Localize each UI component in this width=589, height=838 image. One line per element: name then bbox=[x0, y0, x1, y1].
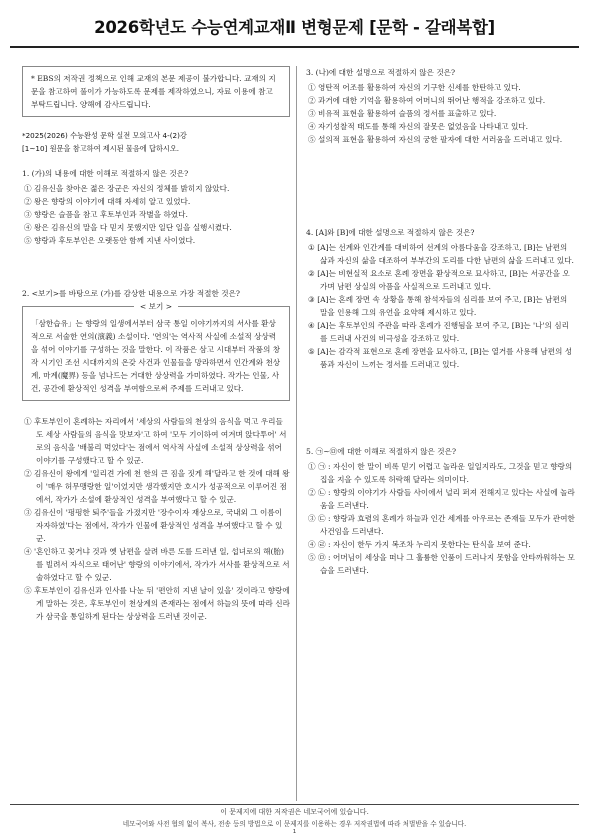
question-2-option: ② 김유신이 왕에게 '일리견 가에 천 한의 큰 짐을 짓게 해'달라고 한 것에 대해 왕이 '매우 허무맹랑한 일'이었지만 생각했지만 호시가 성공적으로 이루어진 점에서, 작가가 소설에 환상적인 성격을 부여했다고 할 수 있군. bbox=[24, 469, 290, 504]
instruction-line: [1~10] 원문을 참고하여 제시된 물음에 답하시오. bbox=[22, 144, 180, 153]
question-5-stem: 5. ㉠~㉤에 대한 이해로 적절하지 않은 것은? bbox=[306, 447, 457, 456]
copyright-notice-text: * EBS의 저작권 정책으로 인해 교재의 본문 제공이 불가합니다. 교재의 지문을 참고하여 풀이가 가능하도록 문제를 제작하였으니, 자료 이용에 참고 부탁드립니다. 양해에 감사드립니다. bbox=[31, 74, 276, 109]
footer-rule bbox=[10, 804, 579, 805]
question-5 bbox=[306, 445, 576, 577]
question-4-stem: 4. [A]와 [B]에 대한 설명으로 적절하지 않은 것은? bbox=[306, 228, 475, 237]
page-title: 2026학년도 수능연계교재Ⅱ 변형문제 [문학 - 갈래복합] bbox=[94, 18, 495, 37]
question-2-stem: 2. <보기>를 바탕으로 (가)를 감상한 내용으로 가장 적절한 것은? bbox=[22, 289, 240, 298]
question-3-option: ④ 자기성찰적 태도를 통해 자신의 잘못은 없었음을 나타내고 있다. bbox=[308, 122, 529, 131]
footer-warning: 네모국어와 사전 협의 없이 복사, 전송 등의 방법으로 이 문제지를 이용하는 경우 저작권법에 따라 처벌받을 수 있습니다. bbox=[122, 820, 467, 828]
question-1-option: ② 왕은 향랑의 이야기에 대해 자세히 알고 있었다. bbox=[24, 197, 191, 206]
question-2-option: ① 후토부인이 혼례하는 자리에서 '세상의 사람들의 천상의 음식을 먹고 우리들도 세상 사람들의 음식을 맛보자'고 하여 '모두 기이하여 여겨며 앉다투어' 서로의 음식을 '배불리 먹었다'는 점에서 역사적 사실에 소설적 상상력을 섞어 이야기를 구성했다고 할 수 있군. bbox=[24, 417, 287, 465]
question-5-option: ③ ㉢ : 향랑과 효렴의 혼례가 하늘과 인간 세계를 아우르는 존재들 모두가 관여한 사건임을 드러낸다. bbox=[308, 514, 575, 536]
bogi-text: 「삼한습유」는 향랑의 일생에서부터 삼국 통일 이야기까지의 서사를 환상적으로 서술한 연의(演義) 소설이다. '연의'는 역사적 사실에 소설적 상상력을 섞어 이야기를 구성하는 것을 말한다. 이 작품은 삼고 시대부터 작품의 창작 시기인 조선 시대까지의 온갖 사건과 인물들을 망라하면서 인간계와 천상계, 마계(魔界) 등을 넘나드는 거대한 상상력을 가미하였다. 작가는 인물, 사건, 공간에 환상적인 성격을 부여함으로써 주제를 드러내고 있다. bbox=[31, 319, 281, 393]
left-column bbox=[22, 66, 290, 623]
copyright-notice-box bbox=[22, 66, 290, 117]
question-4-option: ⑤ [A]는 감각적 표현으로 혼례 장면을 묘사하고, [B]는 열거를 사용해 남편의 성품과 자신이 느끼는 정서를 드러내고 있다. bbox=[308, 347, 573, 369]
header-rule bbox=[10, 46, 579, 48]
question-4-option: ② [A]는 비현실적 요소로 혼례 장면을 환상적으로 묘사하고, [B]는 서공간을 오가며 남편 상실의 아픔을 사실적으로 드러내고 있다. bbox=[308, 269, 570, 291]
page-header bbox=[0, 0, 589, 56]
right-column bbox=[306, 66, 576, 577]
question-5-option: ④ ㉣ : 자신이 한두 가지 복조차 누리지 못한다는 탄식을 보여 준다. bbox=[308, 540, 531, 549]
question-2-option: ⑤ 후토부인이 김유신과 인사를 나눈 뒤 '편안히 지낸 날이 있을' 것이라고 향랑에게 말하는 것은, 후토부인이 천상계의 존재라는 점에서 하늘의 뜻에 따라 신라가 삼국을 통일하게 된다는 상상력을 드러낸 것이군. bbox=[24, 586, 290, 621]
question-4-option: ③ [A]는 혼례 장면 속 상황을 통해 참석자들의 심리를 보여 주고, [B]는 남편의 말을 인용해 그의 유언을 요약해 제시하고 있다. bbox=[308, 295, 568, 317]
question-3 bbox=[306, 66, 576, 146]
question-1-option: ④ 왕은 김유신의 말을 다 믿지 못했지만 일단 일을 실행시켰다. bbox=[24, 223, 232, 232]
question-1-option: ⑤ 향랑과 후토부인은 오랫동안 함께 지낸 사이였다. bbox=[24, 236, 196, 245]
question-4 bbox=[306, 226, 576, 371]
question-5-option: ⑤ ㉤ : 어머님이 세상을 떠나 그 훌륭한 인품이 드러나지 못함을 안타까워하는 모습을 드러낸다. bbox=[308, 553, 575, 575]
source-line: *2025(2026) 수능완성 문학 실전 모의고사 4-(2)강 bbox=[22, 131, 187, 140]
question-4-option: ① [A]는 선계와 인간계를 대비하여 선계의 아름다움을 강조하고, [B]는 남편의 삶과 자신의 삶을 대조하여 부부간의 도리를 다한 남편의 삶을 드러내고 있다. bbox=[308, 243, 574, 265]
question-5-option: ① ㉠ : 자신이 한 말이 비록 믿기 어렵고 놀라운 일일지라도, 그것을 믿고 향랑의 집을 지을 수 있도록 허락해 달라는 의미이다. bbox=[308, 462, 573, 484]
question-2-option: ④ '혼인하고 꽃거냐 것과 옛 남편을 살려 바른 도를 드러낸 일, 섭녀로의 해(胎)를 빌려서 자식으로 태어난' 향랑의 이야기에서, 작가가 서사를 환상적으로 서술하였다고 할 수 있군. bbox=[24, 547, 290, 582]
question-3-option: ① 영탄적 어조를 활용하여 자신의 기구한 신세를 한탄하고 있다. bbox=[308, 83, 521, 92]
bogi-label-text: < 보기 > bbox=[134, 302, 178, 311]
question-3-stem: 3. (나)에 대한 설명으로 적절하지 않은 것은? bbox=[306, 68, 456, 77]
bogi-box bbox=[22, 302, 290, 401]
footer-copyright: 이 문제지에 대한 저작권은 네모국어에 있습니다. bbox=[220, 808, 369, 816]
column-divider bbox=[296, 66, 297, 801]
question-1-option: ③ 향랑은 슬픔을 참고 후토부인과 작별을 하였다. bbox=[24, 210, 188, 219]
question-2-option: ③ 김유신이 '펑펑한 퇴주'들을 가졌지만 '장수이자 재상으로, 국내외 그 이름이 자자하였'다는 점에서, 작가가 인물에 환상적인 성격을 부여했다고 할 수 있군. bbox=[24, 508, 283, 543]
question-4-option: ④ [A]는 후토부인의 주관을 따라 혼례가 진행됨을 보여 주고, [B]는 '나'의 심리를 드러내 사건의 비극성을 강조하고 있다. bbox=[308, 321, 569, 343]
question-2 bbox=[22, 287, 290, 623]
question-1-option: ① 김유신을 찾아온 젊은 장군은 자신의 정체를 밝히지 않았다. bbox=[24, 184, 230, 193]
page-number: 1 bbox=[292, 829, 297, 835]
question-3-option: ⑤ 설의적 표현을 활용하여 자신의 궁한 팔자에 대한 서러움을 드러내고 있다. bbox=[308, 135, 563, 144]
question-1 bbox=[22, 167, 290, 247]
bogi-label bbox=[23, 300, 289, 313]
question-3-option: ③ 비유적 표현을 활용하여 슬픔의 정서를 표출하고 있다. bbox=[308, 109, 497, 118]
question-3-option: ② 과거에 대한 기억을 활용하여 어머니의 뛰어난 행적을 강조하고 있다. bbox=[308, 96, 546, 105]
question-5-option: ② ㉡ : 향랑의 이야기가 사람들 사이에서 널리 퍼져 전해지고 있다는 사실에 놀라움을 드러낸다. bbox=[308, 488, 575, 510]
question-1-stem: 1. (가)의 내용에 대한 이해로 적절하지 않은 것은? bbox=[22, 169, 189, 178]
